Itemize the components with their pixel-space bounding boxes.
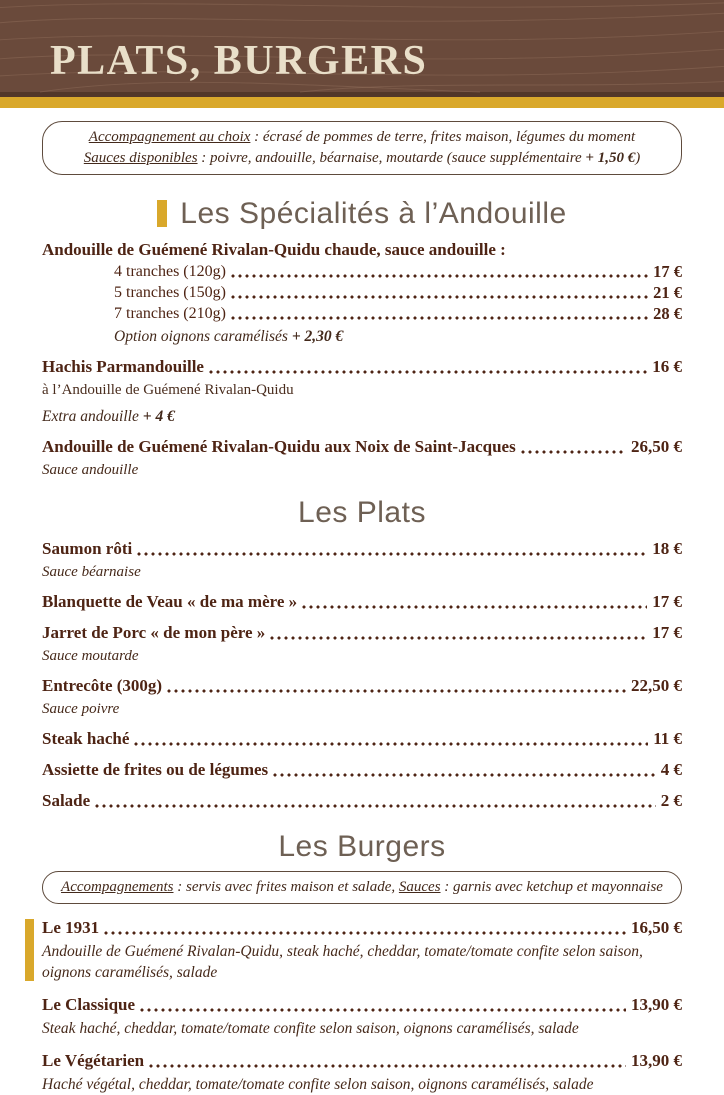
item-price: 22,50 € — [631, 676, 682, 695]
accompaniments-note-box — [42, 121, 682, 175]
item-variants — [114, 261, 682, 324]
note-label: Sauces disponibles — [83, 150, 198, 166]
item-description: Steak haché, cheddar, tomate/tomate confite selon saison, oignons caramélisés, salade — [42, 1020, 579, 1037]
item-row — [42, 674, 682, 697]
gold-accent-bar — [157, 200, 167, 227]
item-price: 28 € — [653, 304, 682, 323]
variant-name: 7 tranches (210g) — [114, 305, 226, 322]
item-price: 16 € — [652, 357, 682, 376]
item-name: Andouille de Guémené Rivalan-Quidu aux Noix de Saint-Jacques — [42, 437, 516, 456]
item-row — [42, 789, 682, 812]
section-heading-specialites — [42, 197, 682, 230]
item-price: 13,90 € — [631, 995, 682, 1014]
item-row — [42, 727, 682, 750]
item-description: Haché végétal, cheddar, tomate/tomate confite selon saison, oignons caramélisés, salade — [42, 1076, 594, 1093]
section-heading-label: Les Spécialités à l’Andouille — [180, 197, 567, 230]
page-title: PLATS, BURGERS — [50, 38, 428, 84]
item-name: Blanquette de Veau « de ma mère » — [42, 592, 298, 611]
item-price: 16,50 € — [631, 918, 682, 937]
item-extra — [42, 406, 682, 427]
header-gold-band — [0, 97, 724, 108]
menu-item-noix-saint-jacques — [42, 435, 682, 480]
dot-leader — [231, 274, 648, 278]
item-row — [42, 537, 682, 560]
menu-item-jarret — [42, 621, 682, 666]
menu-item-entrecote — [42, 674, 682, 719]
item-row — [42, 916, 682, 939]
dot-leader — [270, 636, 647, 640]
section-heading-plats — [42, 496, 682, 529]
item-name: Le Végétarien — [42, 1051, 145, 1070]
menu-content — [0, 121, 724, 1095]
note-text: : écrasé de pommes de terre, frites maison, légumes du moment — [250, 129, 636, 145]
item-row — [42, 758, 682, 781]
menu-item-steak-hache — [42, 727, 682, 750]
dot-leader — [302, 605, 647, 609]
dot-leader — [167, 689, 626, 693]
option-price: + 2,30 € — [291, 328, 344, 345]
burgers-note-box — [42, 871, 682, 904]
variant-name: 5 tranches (150g) — [114, 284, 226, 301]
note-text: : servis avec frites maison et salade, — [173, 879, 399, 895]
dot-leader — [521, 450, 626, 454]
item-price: 26,50 € — [631, 437, 682, 456]
item-name: Steak haché — [42, 729, 130, 748]
dot-leader — [231, 316, 648, 320]
item-name: Le 1931 — [42, 918, 100, 937]
item-name: Entrecôte (300g) — [42, 676, 163, 695]
item-description: Sauce béarnaise — [42, 564, 141, 580]
item-name: Salade — [42, 791, 91, 810]
item-row — [42, 1049, 682, 1072]
note-text: : poivre, andouille, béarnaise, moutarde (sauce supplémentaire — [197, 150, 586, 166]
note-text: ) — [635, 150, 641, 166]
menu-item-salade — [42, 789, 682, 812]
item-name: Hachis Parmandouille — [42, 357, 204, 376]
item-price: 13,90 € — [631, 1051, 682, 1070]
menu-item-assiette-frites — [42, 758, 682, 781]
page-header — [0, 0, 724, 97]
note-supplement-price: + 1,50 € — [585, 150, 636, 166]
dot-leader — [134, 742, 648, 746]
item-name: Jarret de Porc « de mon père » — [42, 623, 266, 642]
extra-label: Extra andouille — [42, 408, 143, 425]
variant-row — [114, 303, 682, 324]
menu-item-blanquette — [42, 590, 682, 613]
item-price: 17 € — [653, 262, 682, 281]
item-row — [42, 621, 682, 644]
item-row — [42, 993, 682, 1016]
dot-leader — [273, 773, 656, 777]
dot-leader — [140, 1008, 626, 1012]
item-name: Andouille de Guémené Rivalan-Quidu chaude, sauce andouille : — [42, 240, 506, 259]
item-price: 18 € — [652, 539, 682, 558]
item-price: 2 € — [660, 791, 682, 810]
variant-row — [114, 261, 682, 282]
dot-leader — [149, 1064, 626, 1068]
section-heading-label: Les Plats — [298, 496, 426, 529]
item-description: Sauce andouille — [42, 462, 139, 478]
item-price: 21 € — [653, 283, 682, 302]
item-name: Le Classique — [42, 995, 136, 1014]
dot-leader — [231, 295, 648, 299]
note-label: Sauces — [398, 879, 441, 895]
note-line-burgers — [57, 877, 667, 898]
note-line-sauces — [57, 148, 667, 169]
note-label: Accompagnement au choix — [88, 129, 251, 145]
menu-item-le-1931 — [42, 916, 682, 983]
item-price: 4 € — [660, 760, 682, 779]
item-name: Saumon rôti — [42, 539, 133, 558]
item-row — [42, 590, 682, 613]
item-option — [114, 326, 682, 347]
item-name: Assiette de frites ou de légumes — [42, 760, 269, 779]
section-heading-label: Les Burgers — [278, 830, 446, 863]
dot-leader — [137, 552, 647, 556]
note-text: : garnis avec ketchup et mayonnaise — [440, 879, 663, 895]
menu-item-hachis — [42, 355, 682, 427]
item-row — [42, 355, 682, 378]
item-price: 11 € — [653, 729, 682, 748]
item-description: Andouille de Guémené Rivalan-Quidu, steak haché, cheddar, tomate/tomate confite selon saison, oignons caramélisés, salade — [42, 943, 643, 981]
dot-leader — [209, 370, 647, 374]
note-line-accompagnement — [57, 127, 667, 148]
menu-item-saumon — [42, 537, 682, 582]
variant-row — [114, 282, 682, 303]
note-label: Accompagnements — [61, 879, 174, 895]
variant-name: 4 tranches (120g) — [114, 263, 226, 280]
item-description: Sauce moutarde — [42, 648, 139, 664]
menu-item-le-vegetarien — [42, 1049, 682, 1095]
extra-price: + 4 € — [142, 408, 175, 425]
item-price: 17 € — [652, 592, 682, 611]
section-heading-burgers — [42, 830, 682, 863]
item-description: Sauce poivre — [42, 701, 120, 717]
menu-item-andouille-chaude — [42, 238, 682, 347]
option-label: Option oignons caramélisés — [114, 328, 292, 345]
dot-leader — [95, 804, 656, 808]
menu-item-le-classique — [42, 993, 682, 1039]
item-price: 17 € — [652, 623, 682, 642]
dot-leader — [104, 931, 626, 935]
highlight-bar — [25, 919, 34, 981]
item-subtitle: à l’Andouille de Guémené Rivalan-Quidu — [42, 382, 294, 398]
item-row — [42, 435, 682, 458]
